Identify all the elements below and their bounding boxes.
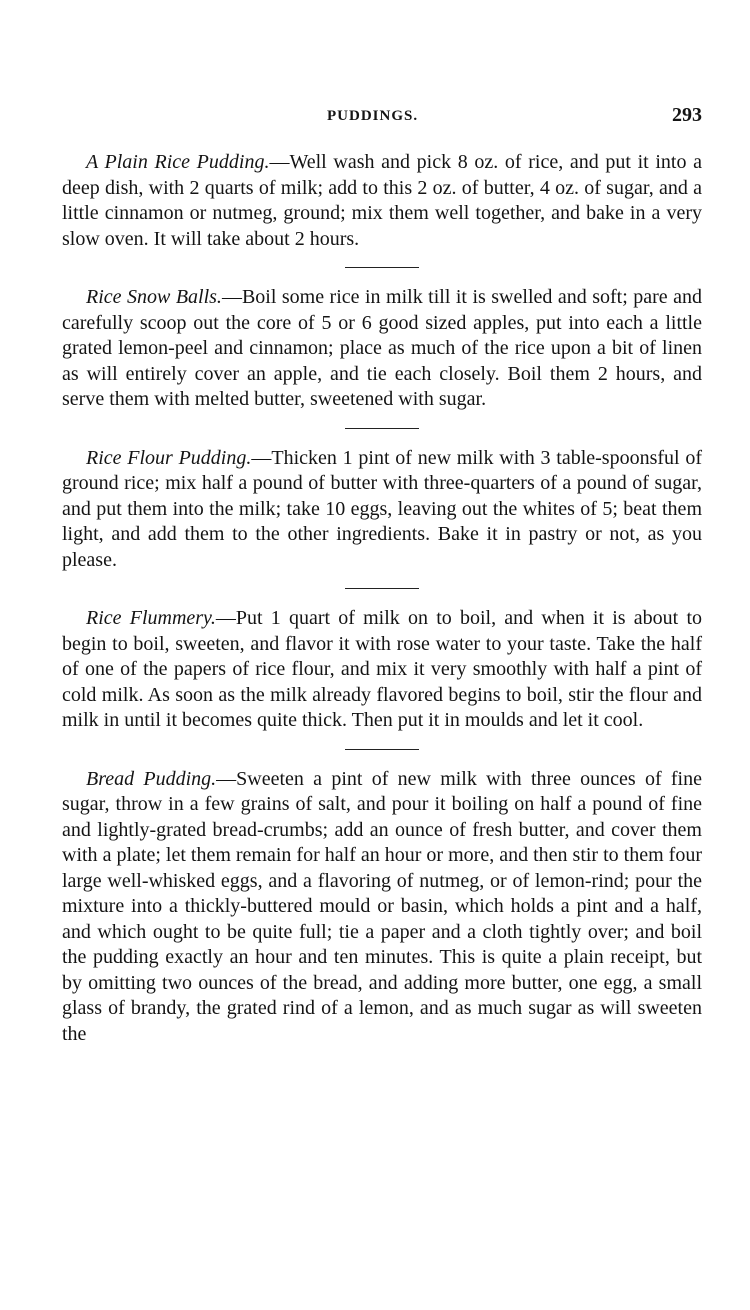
section-divider [345, 749, 419, 750]
recipe-title: A Plain Rice Pudding. [86, 151, 270, 173]
recipe-body: —Sweeten a pint of new milk with three ounces of fine sugar, throw in a few grains of salt, and pour it boiling on half a pound of fine and lightly-grated bread-crumbs; add an ounce of fresh butter, and cover them with a plate; let them remain for half an hour or more, and then stir to them four large well-whisked eggs, and a flavoring of nutmeg, or of lemon-rind; pour the mixture into a thickly-buttered mould or basin, which holds a pint and a half, and which ought to be quite full; tie a paper and a cloth tightly over; and boil the pudding exactly an hour and ten minutes. This is quite a plain receipt, but by omitting two ounces of the bread, and adding more butter, one egg, a small glass of brandy, the grated rind of a lemon, and as much sugar as will sweeten the [62, 767, 702, 1045]
page-number: 293 [672, 104, 702, 126]
running-head [62, 100, 702, 132]
recipe-rice-flour-pudding [62, 446, 702, 574]
book-page [62, 100, 702, 1047]
recipe-rice-snow-balls [62, 285, 702, 413]
recipe-title: Rice Snow Balls. [86, 286, 222, 308]
recipe-body: —Put 1 quart of milk on to boil, and when it is about to begin to boil, sweeten, and flavor it with rose water to your taste. Take the half of one of the papers of rice flour, and mix it very smoothly with half a pint of cold milk. As soon as the milk already flavored begins to boil, stir the flour and milk in until it becomes quite thick. Then put it in moulds and let it cool. [62, 607, 702, 731]
recipe-title: Rice Flummery. [86, 607, 216, 629]
recipe-body: —Boil some rice in milk till it is swelled and soft; pare and carefully scoop out the core of 5 or 6 good sized apples, put into each a little grated lemon-peel and cinnamon; place as much of the rice upon a bit of linen as will entirely cover an apple, and tie each closely. Boil them 2 hours, and serve them with melted butter, sweetened with sugar. [62, 286, 702, 410]
section-title: PUDDINGS. [327, 108, 419, 124]
recipe-title: Rice Flour Pudding. [86, 446, 252, 469]
recipe-rice-flummery [62, 606, 702, 734]
section-divider [345, 267, 419, 268]
section-divider [345, 588, 419, 589]
recipe-plain-rice-pudding [62, 150, 702, 252]
recipe-title: Bread Pudding. [86, 767, 217, 790]
section-divider [345, 428, 419, 429]
recipe-bread-pudding [62, 767, 702, 1048]
recipe-body: —Thicken 1 pint of new milk with 3 table-spoonsful of ground rice; mix half a pound of butter with three-quarters of a pound of sugar, and put them into the milk; take 10 eggs, leaving out the whites of 5; beat them light, and add them to the other ingredients. Bake it in pastry or not, as you please. [62, 446, 702, 571]
recipe-body: —Well wash and pick 8 oz. of rice, and put it into a deep dish, with 2 quarts of milk; add to this 2 oz. of butter, 4 oz. of sugar, and a little cinnamon or nutmeg, ground; mix them well together, and bake in a very slow oven. It will take about 2 hours. [62, 151, 702, 250]
